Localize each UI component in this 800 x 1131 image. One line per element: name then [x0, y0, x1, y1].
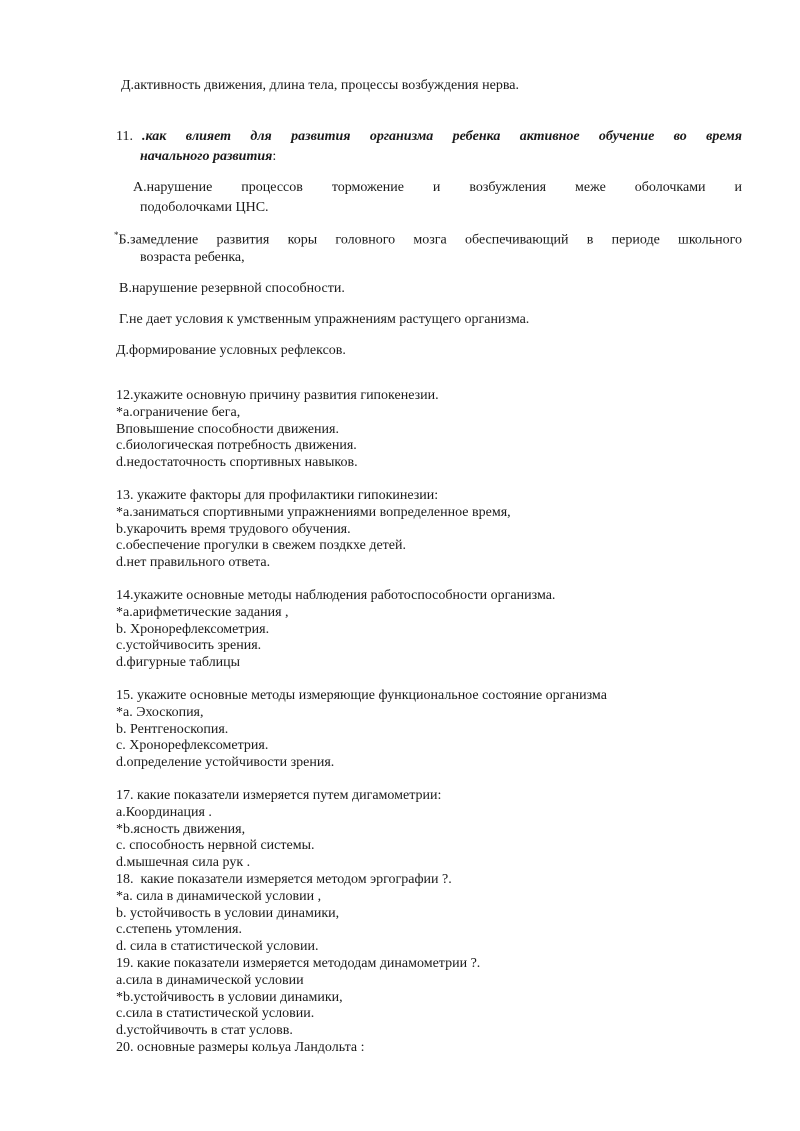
q13-option-d: d.нет правильного ответа.: [116, 555, 271, 571]
q14-option-d: d.фигурные таблицы: [116, 655, 241, 671]
q11-title-text: начального развития: [140, 149, 273, 164]
q15-option-b: b. Рентгеноскопия.: [116, 721, 229, 737]
q11-title-colon: :: [272, 149, 277, 164]
q13-option-a: *а.заниматься спортивными упражнениями вопределенное время,: [116, 504, 511, 520]
q19-option-b: *b.устойчивость в условии динамики,: [116, 989, 343, 1005]
q13-block: [116, 488, 511, 572]
q17-20-block: [116, 788, 480, 1057]
q14-option-a: *а.арифметические задания ,: [116, 604, 289, 620]
q15-block: [116, 688, 607, 772]
q18-option-d: d. сила в статистической условии.: [116, 939, 319, 955]
q14-title: 14.укажите основные методы наблюдения работоспособности организма.: [116, 588, 556, 603]
q11-option-b-text: Б.замедление развития коры головного мозга обеспечивающий в периоде школьного: [118, 232, 742, 248]
q13-option-c: c.обеспечение прогулки в свежем поздкхе детей.: [116, 538, 406, 554]
q11-title-line2: [140, 149, 276, 165]
q11-option-b-line1: [114, 230, 742, 249]
q18-option-b: b. устойчивость в условии динамики,: [116, 905, 340, 921]
q11-option-a-line1: А.нарушение процессов торможение и возбужления меже оболочками и: [133, 180, 742, 195]
q20-title: 20. основные размеры кольуа Ландольта :: [116, 1039, 365, 1055]
q19-option-d: d.устойчивочть в стат условв.: [116, 1023, 293, 1039]
q14-option-c: c.устойчивосить зрения.: [116, 638, 262, 654]
q12-title: 12.укажите основную причину развития гипокенезии.: [116, 388, 439, 403]
q18-option-a: *a. сила в динамической условии ,: [116, 888, 322, 904]
q11-number: 11.: [116, 129, 133, 144]
prev-option-d: Д.активность движения, длина тела, процессы возбуждения нерва.: [121, 78, 519, 93]
q11-title-line1: .как влияет для развития организма ребенка активное обучение во время: [142, 129, 742, 144]
q18-title: 18. какие показатели измеряется методом эргографии ?.: [116, 871, 452, 887]
q12-option-c: c.биологическая потребность движения.: [116, 438, 357, 454]
q19-option-a: a.сила в динамической условии: [116, 972, 304, 988]
q19-option-c: c.сила в статистической условии.: [116, 1006, 315, 1022]
q17-option-a: a.Координация .: [116, 804, 212, 820]
q11-option-c: В.нарушение резервной способности.: [119, 281, 345, 296]
q14-option-b: b. Хронорефлексометрия.: [116, 621, 270, 637]
q19-title: 19. какие показатели измеряется метододам динамометрии ?.: [116, 955, 481, 971]
q15-option-d: d.определение устойчивости зрения.: [116, 755, 335, 771]
q11-option-a-line2: подоболочками ЦНС.: [140, 200, 269, 215]
q11-option-e: Д.формирование условных рефлексов.: [116, 343, 346, 358]
q12-option-a: *а.ограничение бега,: [116, 404, 241, 420]
q12-block: [116, 388, 439, 472]
q17-option-c: c. способность нервной системы.: [116, 838, 315, 854]
q12-option-d: d.недостаточность спортивных навыков.: [116, 455, 358, 471]
q17-option-d: d.мышечная сила рук .: [116, 855, 251, 871]
q12-option-b: Вповышение способности движения.: [116, 421, 339, 437]
q14-block: [116, 588, 555, 672]
q15-option-a: *a. Эхоскопия,: [116, 704, 204, 720]
q11-option-b-line2: возраста ребенка,: [140, 250, 245, 265]
q11-option-d: Г.не дает условия к умственным упражнениям растущего организма.: [119, 312, 530, 327]
q13-option-b: b.укарочить время трудового обучения.: [116, 521, 351, 537]
q15-option-c: c. Хронорефлексометрия.: [116, 738, 269, 754]
q17-title: 17. какие показатели измеряется путем дигамометрии:: [116, 788, 442, 803]
q13-title: 13. укажите факторы для профилактики гипокинезии:: [116, 488, 439, 503]
q15-title: 15. укажите основные методы измеряющие функциональное состояние организма: [116, 688, 607, 703]
q18-option-c: c.степень утомления.: [116, 922, 242, 938]
q17-option-b: *b.ясность движения,: [116, 821, 246, 837]
correct-marker: *: [114, 230, 119, 240]
